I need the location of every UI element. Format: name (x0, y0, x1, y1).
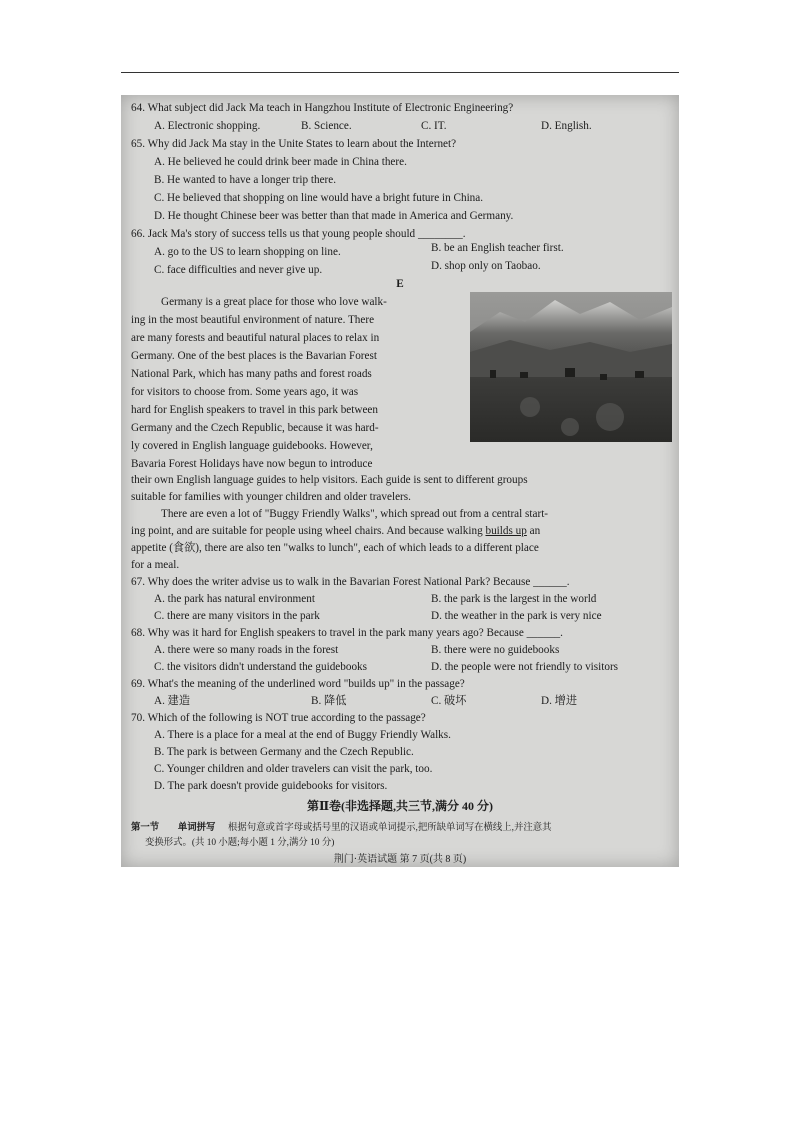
passage-line: for a meal. (131, 559, 180, 571)
underlined-phrase: builds up (485, 525, 527, 537)
passage-line: National Park, which has many paths and forest roads (131, 368, 372, 380)
q70-option-d: D. The park doesn't provide guidebooks for visitors. (154, 780, 388, 792)
q65-option-a: A. He believed he could drink beer made in China there. (154, 156, 407, 168)
q70-option-c: C. Younger children and older travelers can visit the park, too. (154, 763, 433, 775)
q69-option-b: B. 降低 (311, 695, 347, 707)
q64-option-d: D. English. (541, 120, 592, 132)
page-footer: 荆门·英语试题 第 7 页(共 8 页) (333, 854, 467, 865)
q70-stem: 70. Which of the following is NOT true according to the passage? (131, 712, 426, 724)
passage-text: ing point, and are suitable for people using wheel chairs. And because walking (131, 525, 483, 537)
passage-line: appetite (食欲), there are also ten "walks to lunch", each of which leads to a different place (131, 542, 539, 554)
q68-stem: 68. Why was it hard for English speakers to travel in the park many years ago? Because ______. (131, 627, 563, 639)
q66-option-b: B. be an English teacher first. (431, 242, 564, 254)
q66-option-a: A. go to the US to learn shopping on line. (154, 246, 341, 258)
passage-line: hard for English speakers to travel in this park between (131, 404, 378, 416)
q70-option-b: B. The park is between Germany and the Czech Republic. (154, 746, 414, 758)
mountain-landscape-photo (470, 292, 672, 442)
passage-line: ly covered in English language guidebooks. However, (131, 440, 373, 452)
passage-line: Germany and the Czech Republic, because it was hard- (131, 422, 379, 434)
passage-line: There are even a lot of "Buggy Friendly Walks", which spread out from a central start- (161, 508, 549, 520)
passage-line: for visitors to choose from. Some years ago, it was (131, 386, 359, 398)
q66-option-d: D. shop only on Taobao. (431, 260, 541, 272)
q64-option-a: A. Electronic shopping. (154, 120, 261, 132)
q65-option-b: B. He wanted to have a longer trip there. (154, 174, 337, 186)
q64-option-b: B. Science. (301, 120, 352, 132)
passage-line: Germany. One of the best places is the Bavarian Forest (131, 350, 377, 362)
passage-text: an (529, 525, 541, 537)
q67-option-b: B. the park is the largest in the world (431, 593, 597, 605)
q67-option-c: C. there are many visitors in the park (154, 610, 320, 622)
passage-line: ing in the most beautiful environment of nature. There (131, 314, 375, 326)
section1-title: 单词拼写 (177, 823, 216, 833)
q65-option-d: D. He thought Chinese beer was better than that made in America and Germany. (154, 210, 514, 222)
q68-option-c: C. the visitors didn't understand the guidebooks (154, 661, 368, 673)
q70-option-a: A. There is a place for a meal at the end of Buggy Friendly Walks. (154, 729, 451, 741)
passage-line (131, 524, 540, 538)
passage-line: Germany is a great place for those who love walk- (161, 296, 387, 308)
passage-line: Bavaria Forest Holidays have now begun to introduce (131, 458, 373, 470)
q67-stem: 67. Why does the writer advise us to walk in the Bavarian Forest National Park? Because ______. (131, 576, 570, 588)
section1-instructions (131, 821, 551, 835)
header-rule (121, 72, 679, 73)
passage-line: suitable for families with younger children and older travelers. (131, 491, 411, 503)
q65-stem: 65. Why did Jack Ma stay in the Unite States to learn about the Internet? (131, 138, 457, 150)
q68-option-a: A. there were so many roads in the forest (154, 644, 339, 656)
q69-option-c: C. 破坏 (431, 695, 467, 707)
q66-stem: 66. Jack Ma's story of success tells us that young people should ________. (131, 228, 466, 240)
passage-line: their own English language guides to help visitors. Each guide is sent to different groups (131, 474, 528, 486)
q66-option-c: C. face difficulties and never give up. (154, 264, 323, 276)
q68-option-b: B. there were no guidebooks (431, 644, 560, 656)
section1-label: 第一节 (131, 823, 160, 833)
instruction-text: 根据句意或首字母或括号里的汉语或单词提示,把所缺单词写在横线上,并注意其 (228, 823, 552, 833)
q67-option-a: A. the park has natural environment (154, 593, 315, 605)
q65-option-c: C. He believed that shopping on line would have a bright future in China. (154, 192, 484, 204)
q69-stem: 69. What's the meaning of the underlined word "builds up" in the passage? (131, 678, 465, 690)
section-e-heading: E (396, 278, 404, 290)
q68-option-d: D. the people were not friendly to visitors (431, 661, 619, 673)
part2-heading: 第Ⅱ卷(非选择题,共三节,满分 40 分) (306, 799, 494, 813)
instruction-text: 变换形式。(共 10 小题;每小题 1 分,满分 10 分) (145, 838, 335, 848)
q64-option-c: C. IT. (421, 120, 447, 132)
scanned-exam-page (121, 95, 679, 867)
q67-option-d: D. the weather in the park is very nice (431, 610, 602, 622)
passage-line: are many forests and beautiful natural places to relax in (131, 332, 380, 344)
q69-option-d: D. 增进 (541, 695, 578, 707)
q64-stem: 64. What subject did Jack Ma teach in Hangzhou Institute of Electronic Engineering? (131, 102, 514, 114)
q69-option-a: A. 建造 (154, 695, 191, 707)
